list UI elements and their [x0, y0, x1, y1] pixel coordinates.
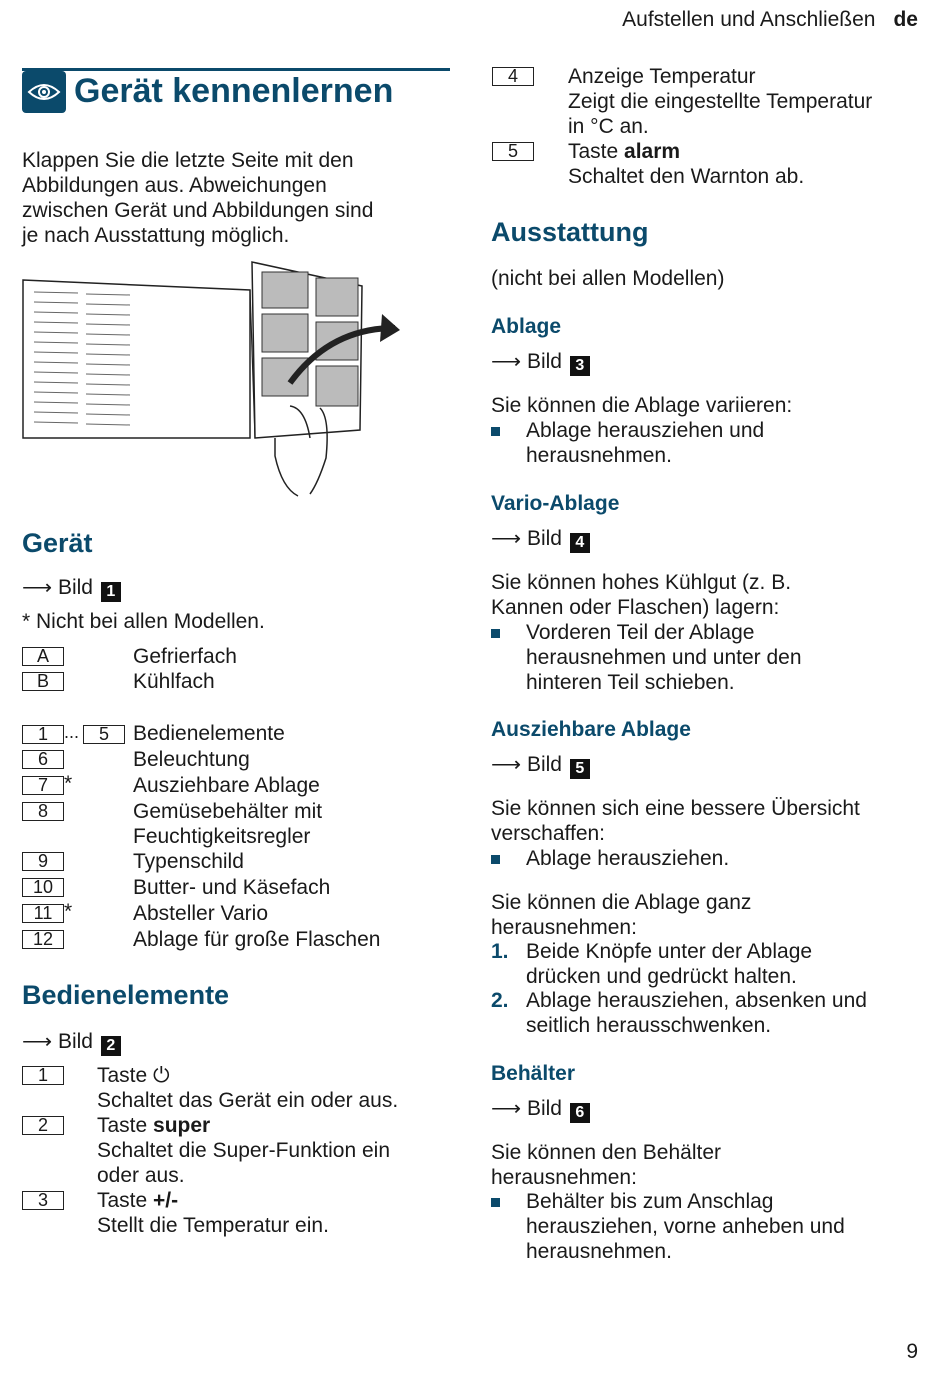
- page-title: Gerät kennenlernen: [74, 72, 394, 110]
- footnote: * Nicht bei allen Modellen.: [22, 610, 265, 633]
- title-rule: [22, 68, 450, 71]
- ref-bild-5: ⟶ Bild 5: [491, 752, 590, 779]
- ausstattung-sub: (nicht bei allen Modellen): [491, 267, 725, 290]
- header-lang: de: [893, 8, 918, 31]
- heading-vario: Vario-Ablage: [491, 492, 620, 515]
- page-header: [622, 8, 918, 32]
- ref-bild-4: ⟶ Bild 4: [491, 526, 590, 553]
- eye-icon: [22, 71, 66, 113]
- ref-bild-2: ⟶ Bild 2: [22, 1029, 121, 1056]
- heading-geraet: Gerät: [22, 528, 93, 558]
- ausziehbar-text: Sie können sich eine bessere Übersicht verschaffen:: [491, 797, 860, 845]
- ausziehbar-text2: Sie können die Ablage ganz herausnehmen:: [491, 891, 752, 939]
- ref-bild-1: ⟶ Bild 1: [22, 575, 121, 602]
- heading-behaelter: Behälter: [491, 1062, 576, 1085]
- intro-text: Klappen Sie die letzte Seite mit den Abbildungen aus. Abweichungen zwischen Gerät und Abbildungen sind je nach Ausstattung möglich.: [22, 149, 374, 247]
- power-icon: ⏻: [153, 1064, 170, 1087]
- vario-text: Sie können hohes Kühlgut (z. B. Kannen oder Flaschen) lagern:: [491, 571, 792, 619]
- open-manual-illustration: [20, 258, 410, 498]
- heading-ausziehbar: Ausziehbare Ablage: [491, 718, 691, 741]
- ref-bild-6: ⟶ Bild 6: [491, 1096, 590, 1123]
- behaelter-text: Sie können den Behälter herausnehmen:: [491, 1141, 722, 1189]
- heading-bedienelemente: Bedienelemente: [22, 980, 230, 1010]
- ref-bild-3: ⟶ Bild 3: [491, 349, 590, 376]
- header-section: Aufstellen und Anschließen: [622, 8, 876, 31]
- heading-ablage: Ablage: [491, 315, 562, 338]
- heading-ausstattung: Ausstattung: [491, 217, 649, 247]
- page-number: 9: [906, 1340, 918, 1363]
- ablage-text: Sie können die Ablage variieren:: [491, 394, 793, 417]
